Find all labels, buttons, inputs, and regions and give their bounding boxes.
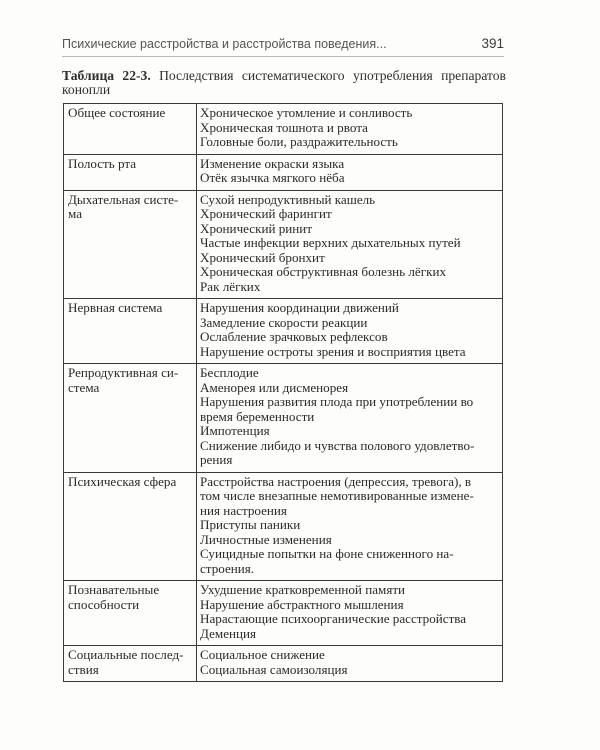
table-row [64, 581, 503, 646]
effects-cell [197, 364, 503, 473]
effect-line: Отёк язычка мягкого нёба [200, 170, 345, 185]
category-line: Репродуктивная си- [68, 365, 179, 380]
category-line: Дыхательная систе- [68, 191, 179, 207]
category-cell [64, 581, 197, 646]
effect-line: Социальное снижение [200, 647, 325, 662]
effect-line: Ухудшение кратковременной памяти [200, 582, 406, 597]
effect-line: Головные боли, раздражительность [200, 134, 398, 149]
effect-line: Бесплодие [200, 365, 259, 380]
effect-line: Приступы паники [200, 517, 301, 532]
effect-line: Импотенция [200, 423, 270, 438]
table-caption-label: Таблица 22-3. [62, 68, 151, 83]
effect-line: Замедление скорости реакции [200, 314, 368, 330]
effect-line: Нарушения координации движений [200, 300, 399, 315]
effect-line: Нарушение остроты зрения и восприятия цвета [200, 343, 466, 359]
category-line: Нервная система [68, 300, 163, 315]
table-row [64, 104, 503, 155]
running-title: Психические расстройства и расстройства поведения... [62, 37, 387, 51]
table-row [64, 154, 503, 190]
table-row [64, 364, 503, 473]
effect-line: Хронический бронхит [200, 249, 325, 265]
effect-line: Личностные изменения [200, 531, 332, 547]
effects-cell [197, 299, 503, 364]
effect-line: Хронический фарингит [200, 206, 332, 221]
category-cell [64, 190, 197, 299]
effect-line: Хроническое утомление и сонливость [200, 105, 413, 120]
effects-table [63, 103, 503, 682]
category-line: ствия [68, 661, 99, 677]
effect-line: Изменение окраски языка [200, 155, 345, 171]
category-line: Познавательные [68, 582, 160, 597]
category-line: Психическая сфера [68, 473, 177, 489]
category-line: стема [68, 379, 100, 395]
effects-cell [197, 581, 503, 646]
effect-line: Хроническая тошнота и рвота [200, 119, 368, 135]
effect-line: Деменция [200, 625, 257, 641]
effect-line: Расстройства настроения (депрессия, тревога), в [200, 473, 472, 489]
effect-line: рения [200, 452, 233, 467]
table-caption-text: Последствия систематического употребления препаратов конопли [62, 68, 506, 97]
category-cell [64, 154, 197, 190]
effect-line: ния настроения [200, 502, 287, 518]
effect-line: том числе внезапные немотивированные измене- [200, 488, 474, 503]
effect-line: Нарушения развития плода при употреблении во [200, 394, 474, 409]
effects-cell [197, 154, 503, 190]
effect-line: Аменорея или дисменорея [200, 379, 349, 395]
table-caption [62, 69, 506, 97]
effect-line: Сухой непродуктивный кашель [200, 191, 376, 207]
header-rule [62, 56, 504, 57]
table-row [64, 190, 503, 299]
effect-line: строения. [200, 560, 255, 576]
effect-line: Рак лёгких [200, 278, 261, 294]
effect-line: Хроническая обструктивная болезнь лёгких [200, 264, 447, 279]
effects-table-body [64, 104, 503, 682]
effect-line: Суицидные попытки на фоне сниженного на- [200, 546, 454, 561]
category-cell [64, 104, 197, 155]
category-line: ма [68, 206, 83, 221]
effect-line: Ослабление зрачковых рефлексов [200, 329, 388, 344]
category-cell [64, 472, 197, 581]
table-row [64, 646, 503, 682]
category-line: Общее состояние [68, 105, 166, 120]
effect-line: Хронический ринит [200, 220, 313, 236]
effect-line: Нарушение абстрактного мышления [200, 596, 404, 612]
effect-line: Социальная самоизоляция [200, 661, 348, 677]
effects-cell [197, 646, 503, 682]
category-cell [64, 299, 197, 364]
category-line: Полость рта [68, 155, 137, 171]
effects-cell [197, 104, 503, 155]
effect-line: Снижение либидо и чувства полового удовлетво- [200, 437, 475, 453]
category-cell [64, 364, 197, 473]
effect-line: время беременности [200, 408, 315, 424]
effects-cell [197, 190, 503, 299]
category-line: способности [68, 596, 140, 612]
category-cell [64, 646, 197, 682]
table-row [64, 299, 503, 364]
effects-cell [197, 472, 503, 581]
effect-line: Частые инфекции верхних дыхательных путей [200, 235, 461, 250]
page-number: 391 [481, 36, 504, 51]
category-line: Социальные послед- [68, 647, 184, 662]
table-row [64, 472, 503, 581]
effect-line: Нарастающие психоорганические расстройства [200, 611, 467, 626]
running-header [62, 36, 504, 51]
